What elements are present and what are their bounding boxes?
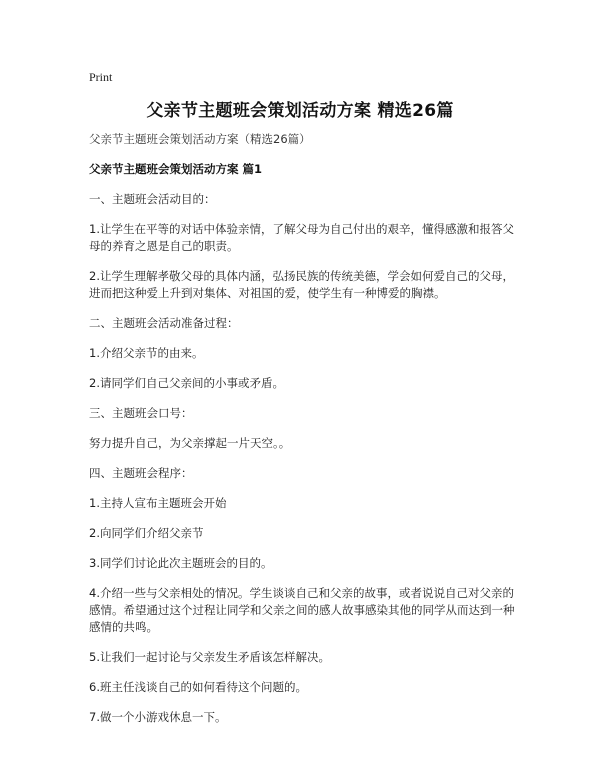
paragraph-preparation-2: 2.请同学们自己父亲间的小事或矛盾。 [89, 376, 284, 390]
page-title: 父亲节主题班会策划活动方案 精选26篇 [146, 101, 454, 121]
paragraph-preparation-1: 1.介绍父亲节的由来。 [89, 346, 204, 360]
paragraph-purpose-1: 1.让学生在平等的对话中体验亲情，了解父母为自己付出的艰辛，懂得感激和报答父母的养育之恩是自己的职责。 [89, 222, 514, 253]
paragraph-procedure-1: 1.主持人宣布主题班会开始 [89, 496, 227, 510]
paragraph-procedure-3: 3.同学们讨论此次主题班会的目的。 [89, 556, 273, 570]
document-body [89, 131, 519, 739]
paragraph-procedure-7: 7.做一个小游戏休息一下。 [89, 710, 227, 724]
heading-slogan: 三、主题班会口号： [89, 406, 193, 420]
print-link[interactable]: Print [89, 70, 113, 84]
section-heading: 父亲节主题班会策划活动方案 篇1 [89, 162, 263, 176]
paragraph-procedure-5: 5.让我们一起讨论与父亲发生矛盾该怎样解决。 [89, 650, 330, 664]
paragraph-procedure-2: 2.向同学们介绍父亲节 [89, 526, 204, 540]
paragraph-procedure-6: 6.班主任浅谈自己的如何看待这个问题的。 [89, 680, 307, 694]
heading-procedure: 四、主题班会程序： [89, 466, 193, 480]
heading-preparation: 二、主题班会活动准备过程： [89, 316, 239, 330]
paragraph-purpose-2: 2.让学生理解孝敬父母的具体内涵，弘扬民族的传统美德，学会如何爱自己的父母，进而把这种爱上升到对集体、对祖国的爱，使学生有一种博爱的胸襟。 [89, 269, 514, 300]
paragraph-procedure-4: 4.介绍一些与父亲相处的情况。学生谈谈自己和父亲的故事，或者说说自己对父亲的感情。希望通过这个过程让同学和父亲之间的感人故事感染其他的同学从而达到一种感情的共鸣。 [89, 586, 515, 634]
document-subtitle: 父亲节主题班会策划活动方案（精选26篇） [89, 132, 311, 146]
heading-activity-purpose: 一、主题班会活动目的： [89, 192, 216, 206]
paragraph-slogan: 努力提升自己，为父亲撑起一片天空。。 [89, 436, 291, 450]
